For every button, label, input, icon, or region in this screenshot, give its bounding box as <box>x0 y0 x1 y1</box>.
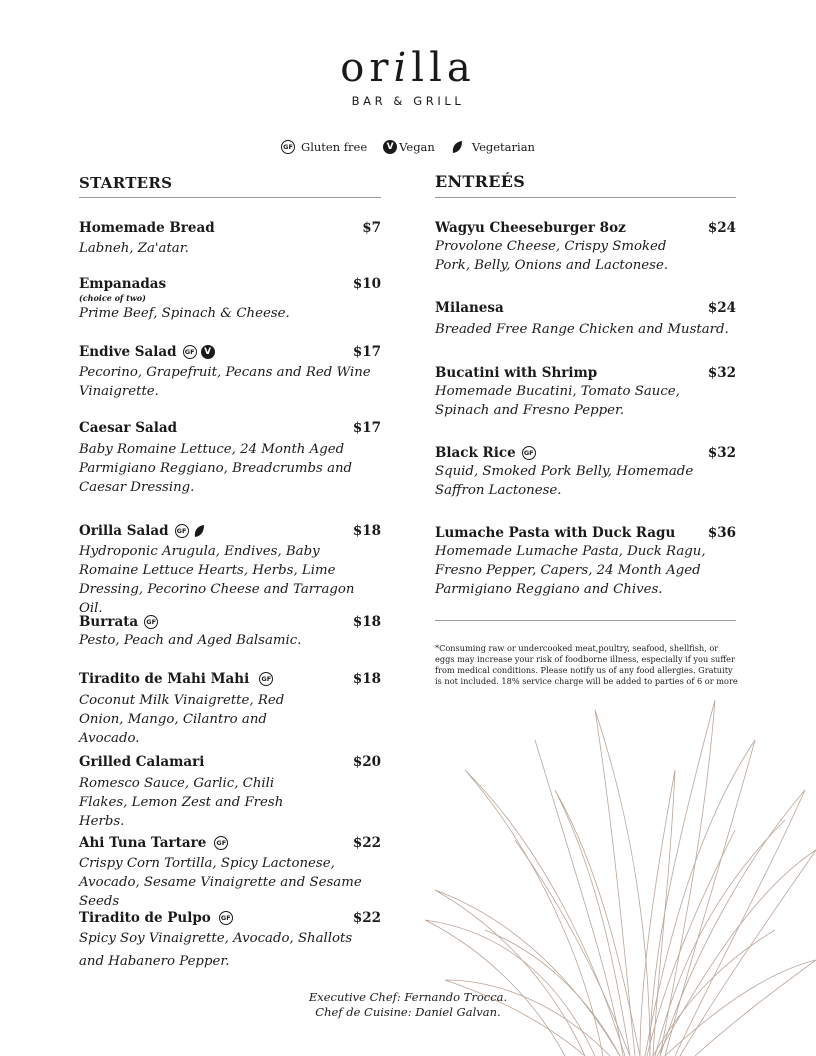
entrees-bottom-rule <box>435 620 736 621</box>
menu-item-ahi-tuna-tartare <box>79 834 381 911</box>
item-description: Labneh, Za'atar. <box>79 241 189 256</box>
item-name: Bucatini with Shrimp <box>435 365 598 381</box>
menu-item-bucatini-shrimp <box>435 364 736 420</box>
entrees-title: ENTREÉS <box>435 172 526 191</box>
gluten-free-icon: GF <box>259 672 273 686</box>
item-price: $7 <box>362 220 381 236</box>
menu-item-endive-salad <box>79 343 381 401</box>
item-description: Squid, Smoked Pork Belly, Homemade Saffron Lactonese. <box>435 464 694 498</box>
item-price: $22 <box>352 910 381 926</box>
menu-item-empanadas <box>79 275 381 323</box>
item-description: Coconut Milk Vinaigrette, Red Onion, Mango, Cilantro and Avocado. <box>79 693 285 746</box>
item-name: Homemade Bread <box>79 220 215 236</box>
item-name: Burrata <box>79 614 139 630</box>
legend-vegan <box>383 140 435 154</box>
chef-credits <box>0 990 816 1020</box>
menu-item-tiradito-mahi-mahi <box>79 670 381 748</box>
brand-subtitle: BAR & GRILL <box>351 94 465 108</box>
item-price: $36 <box>707 525 736 541</box>
entrees-column <box>435 0 736 640</box>
item-description: Crispy Corn Tortilla, Spicy Lactonese, Avocado, Sesame Vinaigrette and Sesame Seeds <box>79 856 362 909</box>
item-description: Prime Beef, Spinach & Cheese. <box>79 306 290 321</box>
menu-item-lumache-pasta <box>435 524 736 599</box>
vegan-icon: V <box>201 345 215 359</box>
item-price: $10 <box>352 276 381 292</box>
gluten-free-icon: GF <box>219 911 233 925</box>
menu-item-milanesa <box>435 299 736 339</box>
starters-title: STARTERS <box>79 174 173 192</box>
menu-item-grilled-calamari <box>79 753 381 831</box>
item-description: Homemade Lumache Pasta, Duck Ragu, Fresno Pepper, Capers, 24 Month Aged Parmigiano Reggiano and Chives. <box>435 544 706 597</box>
item-name: Wagyu Cheeseburger 8oz <box>435 220 626 236</box>
menu-item-wagyu-cheeseburger <box>435 219 736 275</box>
food-safety-disclaimer: *Consuming raw or undercooked meat,poultry, seafood, shellfish, or eggs may increase your risk of foodborne illness, especially if you suffer from medical conditions. Please notify us of any food allergies. Gratuity is not included. 18% service charge will be added to parties of 6 or more <box>435 643 738 686</box>
item-note: (choice of two) <box>79 293 146 303</box>
item-description: Baby Romaine Lettuce, 24 Month Aged Parmigiano Reggiano, Breadcrumbs and Caesar Dressing. <box>79 442 353 495</box>
legend-vegetarian-label: Vegetarian <box>471 140 535 154</box>
item-description: Pesto, Peach and Aged Balsamic. <box>79 633 302 648</box>
menu-item-caesar-salad <box>79 419 381 497</box>
item-price: $24 <box>707 300 736 316</box>
gluten-free-icon: GF <box>175 524 189 538</box>
menu-item-black-rice <box>435 444 736 500</box>
menu-item-orilla-salad <box>79 522 381 618</box>
gluten-free-icon: GF <box>522 446 536 460</box>
item-price: $24 <box>707 220 736 236</box>
menu-item-homemade-bread <box>79 219 381 258</box>
item-price: $32 <box>707 445 736 461</box>
item-name: Orilla Salad <box>79 523 169 539</box>
item-name: Endive Salad <box>79 344 177 360</box>
item-name: Tiradito de Mahi Mahi <box>79 671 250 687</box>
executive-chef: Executive Chef: Fernando Trocca. <box>308 990 508 1004</box>
legend-vegan-label: Vegan <box>399 140 435 154</box>
item-price: $22 <box>352 835 381 851</box>
brand-name: orilla <box>340 45 476 91</box>
item-description: Breaded Free Range Chicken and Mustard. <box>435 322 729 337</box>
item-description: Romesco Sauce, Garlic, Chili Flakes, Lemon Zest and Fresh Herbs. <box>79 776 284 829</box>
item-description: Pecorino, Grapefruit, Pecans and Red Wine Vinaigrette. <box>79 365 371 399</box>
gluten-free-icon: GF <box>281 140 295 154</box>
menu-item-tiradito-pulpo <box>79 909 381 973</box>
vegan-icon: V <box>383 140 397 154</box>
item-price: $17 <box>352 344 381 360</box>
item-price: $18 <box>352 523 381 539</box>
item-name: Grilled Calamari <box>79 754 205 770</box>
starters-column <box>79 0 381 1056</box>
item-name: Lumache Pasta with Duck Ragu <box>435 525 676 541</box>
gluten-free-icon: GF <box>214 836 228 850</box>
item-description: Provolone Cheese, Crispy Smoked Pork, Belly, Onions and Lactonese. <box>435 239 669 273</box>
vegetarian-leaf-icon <box>193 524 205 538</box>
gluten-free-icon: GF <box>183 345 197 359</box>
item-name: Caesar Salad <box>79 420 178 436</box>
gluten-free-icon: GF <box>144 615 158 629</box>
item-name: Empanadas <box>79 276 167 292</box>
item-price: $18 <box>352 614 381 630</box>
legend-gluten-free-label: Gluten free <box>301 140 368 154</box>
chef-de-cuisine: Chef de Cuisine: Daniel Galvan. <box>315 1005 501 1019</box>
item-name: Black Rice <box>435 445 516 461</box>
item-name: Tiradito de Pulpo <box>79 910 211 926</box>
item-name: Ahi Tuna Tartare <box>79 835 207 851</box>
item-price: $17 <box>352 420 381 436</box>
item-description: Spicy Soy Vinaigrette, Avocado, Shallots and Habanero Pepper. <box>79 931 353 969</box>
item-price: $20 <box>352 754 381 770</box>
menu-item-burrata <box>79 613 381 650</box>
item-price: $32 <box>707 365 736 381</box>
item-description: Hydroponic Arugula, Endives, Baby Romaine Lettuce Hearts, Herbs, Lime Dressing, Pecorino Cheese and Tarragon Oil. <box>79 544 355 616</box>
item-name: Milanesa <box>435 300 504 316</box>
item-description: Homemade Bucatini, Tomato Sauce, Spinach and Fresno Pepper. <box>435 384 680 418</box>
item-price: $18 <box>352 671 381 687</box>
